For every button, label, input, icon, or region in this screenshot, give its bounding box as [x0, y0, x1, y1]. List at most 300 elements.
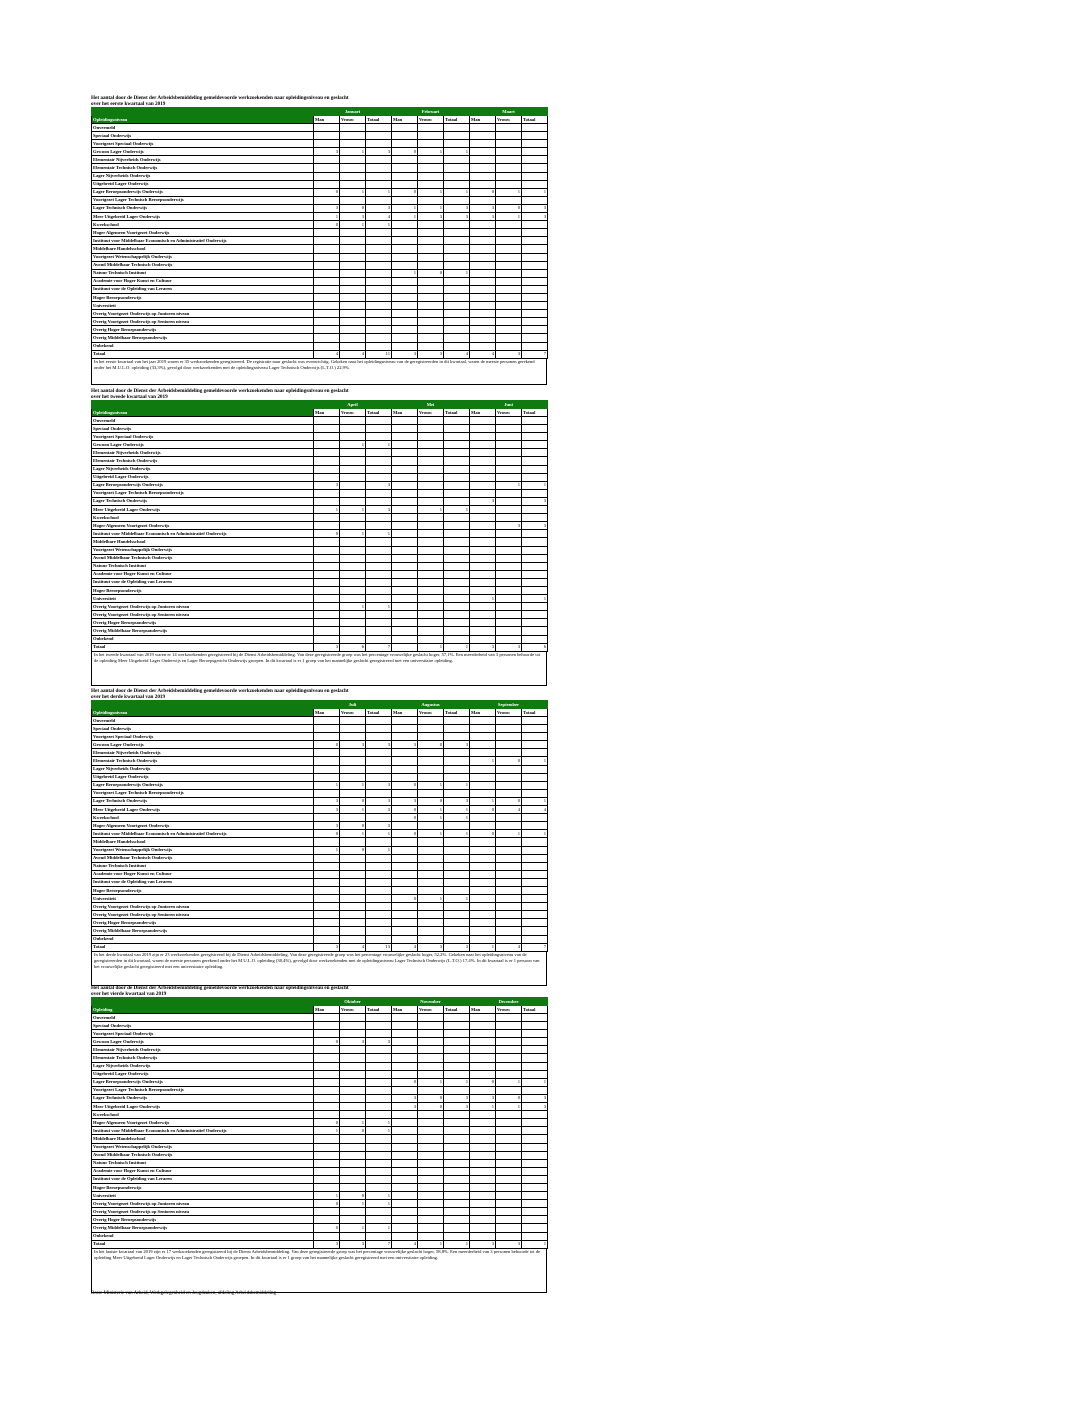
value-cell: [392, 870, 418, 878]
value-cell: 0: [340, 1192, 366, 1200]
value-cell: [340, 554, 366, 562]
value-cell: [418, 1167, 444, 1175]
value-cell: [392, 1143, 418, 1151]
value-cell: [418, 854, 444, 862]
value-cell: [444, 1167, 470, 1175]
value-cell: [522, 603, 548, 611]
value-cell: 0: [418, 269, 444, 277]
value-cell: 0: [470, 830, 496, 838]
gender-column-header: Man: [470, 709, 496, 717]
value-cell: 1: [418, 204, 444, 212]
value-cell: 4: [340, 943, 366, 951]
value-cell: 1: [366, 1192, 392, 1200]
value-cell: [444, 611, 470, 619]
value-cell: [314, 441, 340, 449]
value-cell: [392, 927, 418, 935]
value-cell: [444, 229, 470, 237]
month-header: Oktober: [314, 998, 392, 1006]
value-cell: [470, 789, 496, 797]
value-cell: [366, 465, 392, 473]
table-row: [92, 473, 548, 481]
value-cell: [470, 1022, 496, 1030]
value-cell: [340, 1175, 366, 1183]
value-cell: [314, 302, 340, 310]
value-cell: 1: [444, 781, 470, 789]
value-cell: 3: [522, 213, 548, 221]
value-cell: [314, 911, 340, 919]
value-cell: [470, 164, 496, 172]
row-label: Instituut voor de Opleiding van Leraren: [92, 1175, 314, 1183]
gender-column-header: Totaal: [522, 116, 548, 124]
value-cell: 1: [470, 1103, 496, 1111]
month-header: Januari: [314, 108, 392, 116]
table-row: [92, 1022, 548, 1030]
value-cell: [392, 342, 418, 350]
row-label: Natuur Technisch Instituut: [92, 562, 314, 570]
value-cell: 3: [392, 1094, 418, 1102]
value-cell: [522, 822, 548, 830]
value-cell: [522, 269, 548, 277]
table-row: [92, 293, 548, 301]
value-cell: [522, 425, 548, 433]
value-cell: [444, 1224, 470, 1232]
value-cell: [418, 1070, 444, 1078]
row-label: Hoger Algemeen Voortgezet Onderwijs: [92, 1119, 314, 1127]
value-cell: [340, 1030, 366, 1038]
value-cell: [444, 1135, 470, 1143]
row-label: Avond Middelbaar Technisch Onderwijs: [92, 554, 314, 562]
value-cell: 3: [340, 1038, 366, 1046]
value-cell: 1: [522, 481, 548, 489]
row-label: Overig Voortgezet Onderwijs op Junioren niveau: [92, 603, 314, 611]
value-cell: [444, 1070, 470, 1078]
table-row: [92, 603, 548, 611]
value-cell: [392, 481, 418, 489]
value-cell: [496, 854, 522, 862]
value-cell: [522, 1062, 548, 1070]
table-row: [92, 1127, 548, 1135]
table-row: [92, 578, 548, 586]
table-row: [92, 773, 548, 781]
value-cell: [444, 1159, 470, 1167]
value-cell: [418, 1046, 444, 1054]
value-cell: [496, 124, 522, 132]
table-row: [92, 586, 548, 594]
table-row: [92, 1167, 548, 1175]
value-cell: 3: [418, 350, 444, 358]
value-cell: [522, 132, 548, 140]
value-cell: [418, 578, 444, 586]
value-cell: [314, 1151, 340, 1159]
value-cell: 1: [522, 797, 548, 805]
value-cell: [470, 140, 496, 148]
value-cell: [314, 789, 340, 797]
value-cell: [392, 1022, 418, 1030]
table-row: [92, 1054, 548, 1062]
value-cell: [392, 1038, 418, 1046]
value-cell: [418, 862, 444, 870]
value-cell: [496, 1046, 522, 1054]
value-cell: [314, 773, 340, 781]
table-row: [92, 180, 548, 188]
value-cell: 4: [366, 213, 392, 221]
row-label: Onbekend: [92, 935, 314, 943]
value-cell: [496, 514, 522, 522]
value-cell: [522, 457, 548, 465]
value-cell: 1: [418, 188, 444, 196]
value-cell: [470, 635, 496, 643]
table-row: [92, 927, 548, 935]
value-cell: [314, 554, 340, 562]
table-row: [92, 156, 548, 164]
table-row: [92, 595, 548, 603]
value-cell: [522, 1014, 548, 1022]
value-cell: [444, 822, 470, 830]
value-cell: [314, 1022, 340, 1030]
value-cell: [470, 546, 496, 554]
value-cell: [496, 927, 522, 935]
value-cell: [522, 1143, 548, 1151]
value-cell: [444, 789, 470, 797]
table-row: [92, 318, 548, 326]
value-cell: [496, 765, 522, 773]
value-cell: [392, 627, 418, 635]
value-cell: [522, 903, 548, 911]
value-cell: [470, 148, 496, 156]
value-cell: 1: [340, 806, 366, 814]
row-label: Overig Voortgezet Onderwijs op Senioren niveau: [92, 1208, 314, 1216]
value-cell: 1: [340, 1200, 366, 1208]
value-cell: [366, 886, 392, 894]
value-cell: [366, 554, 392, 562]
value-cell: [314, 733, 340, 741]
value-cell: [496, 562, 522, 570]
row-label: Elementair Technisch Onderwijs: [92, 1054, 314, 1062]
value-cell: [314, 465, 340, 473]
row-label: Speciaal Onderwijs: [92, 1022, 314, 1030]
block-title: Het aantal door de Dienst der Arbeidsbemiddeling gemeldevoorde werkzoekenden naar opleidingsniveau en geslacht: [91, 985, 349, 991]
value-cell: [340, 773, 366, 781]
value-cell: [444, 449, 470, 457]
table-row: [92, 441, 548, 449]
value-cell: 0: [340, 797, 366, 805]
value-cell: [496, 530, 522, 538]
value-cell: [470, 627, 496, 635]
row-label: Voortgezet Speciaal Onderwijs: [92, 733, 314, 741]
value-cell: [470, 514, 496, 522]
value-cell: [418, 1127, 444, 1135]
value-cell: [470, 245, 496, 253]
value-cell: [366, 562, 392, 570]
value-cell: [496, 741, 522, 749]
quarter-table: [91, 700, 548, 952]
value-cell: 1: [340, 148, 366, 156]
table-row: [92, 124, 548, 132]
row-label: Gewoon Lager Onderwijs: [92, 741, 314, 749]
value-cell: 0: [340, 822, 366, 830]
value-cell: [418, 433, 444, 441]
value-cell: [470, 1200, 496, 1208]
value-cell: [340, 124, 366, 132]
value-cell: [470, 1062, 496, 1070]
value-cell: [470, 310, 496, 318]
value-cell: [366, 473, 392, 481]
value-cell: [522, 846, 548, 854]
value-cell: [314, 132, 340, 140]
value-cell: [366, 927, 392, 935]
value-cell: [392, 619, 418, 627]
value-cell: [366, 425, 392, 433]
value-cell: 1: [366, 441, 392, 449]
row-label: Middelbare Handelsschool: [92, 1135, 314, 1143]
value-cell: [444, 554, 470, 562]
value-cell: [392, 846, 418, 854]
value-cell: [444, 433, 470, 441]
value-cell: [522, 277, 548, 285]
value-cell: [470, 1086, 496, 1094]
table-row: [92, 725, 548, 733]
row-label: Overig Hoger Beroepsonderwijs: [92, 326, 314, 334]
value-cell: [522, 1224, 548, 1232]
value-cell: [444, 132, 470, 140]
value-cell: [522, 781, 548, 789]
value-cell: 7: [522, 943, 548, 951]
value-cell: [366, 269, 392, 277]
value-cell: [444, 473, 470, 481]
value-cell: [340, 717, 366, 725]
row-label: Elementair Nijverheids Onderwijs: [92, 156, 314, 164]
table-row: [92, 302, 548, 310]
value-cell: [366, 635, 392, 643]
value-cell: [496, 789, 522, 797]
row-label: Overig Voortgezet Onderwijs op Junioren niveau: [92, 903, 314, 911]
value-cell: [418, 911, 444, 919]
value-cell: [314, 586, 340, 594]
value-cell: [340, 277, 366, 285]
value-cell: [314, 765, 340, 773]
value-cell: [444, 514, 470, 522]
value-cell: [392, 1127, 418, 1135]
value-cell: [392, 773, 418, 781]
value-cell: [418, 846, 444, 854]
value-cell: [418, 619, 444, 627]
value-cell: [418, 253, 444, 261]
value-cell: [470, 1143, 496, 1151]
gender-column-header: Totaal: [522, 1006, 548, 1014]
value-cell: 1: [340, 1119, 366, 1127]
value-cell: [314, 1030, 340, 1038]
value-cell: 1: [340, 530, 366, 538]
row-label: Totaal: [92, 1240, 314, 1248]
column-label-header: Opleidingsniveau: [92, 409, 314, 417]
value-cell: [314, 1175, 340, 1183]
value-cell: [366, 838, 392, 846]
value-cell: [470, 1030, 496, 1038]
value-cell: [522, 627, 548, 635]
value-cell: [522, 749, 548, 757]
column-label-header: Opleidingsniveau: [92, 709, 314, 717]
value-cell: [522, 285, 548, 293]
value-cell: [496, 935, 522, 943]
value-cell: [314, 886, 340, 894]
value-cell: [470, 473, 496, 481]
row-label: Lager Nijverheids Onderwijs: [92, 765, 314, 773]
value-cell: [444, 862, 470, 870]
value-cell: [340, 878, 366, 886]
value-cell: [314, 326, 340, 334]
value-cell: 1: [522, 757, 548, 765]
value-cell: 1: [366, 1119, 392, 1127]
row-label: Hoger Algemeen Voortgezet Onderwijs: [92, 522, 314, 530]
value-cell: [392, 1054, 418, 1062]
value-cell: [366, 522, 392, 530]
table-row: [92, 806, 548, 814]
row-label: Avond Middelbaar Technisch Onderwijs: [92, 854, 314, 862]
table-row: [92, 417, 548, 425]
value-cell: [418, 1111, 444, 1119]
value-cell: [522, 1192, 548, 1200]
value-cell: 0: [392, 830, 418, 838]
value-cell: [392, 1224, 418, 1232]
row-label: Hoger Beroepsonderwijs: [92, 586, 314, 594]
table-row: [92, 285, 548, 293]
value-cell: [340, 570, 366, 578]
row-label: Onvermeld: [92, 717, 314, 725]
value-cell: [522, 578, 548, 586]
value-cell: [470, 132, 496, 140]
value-cell: [366, 302, 392, 310]
table-row: [92, 919, 548, 927]
value-cell: [496, 229, 522, 237]
value-cell: [340, 1143, 366, 1151]
value-cell: [470, 927, 496, 935]
value-cell: [314, 903, 340, 911]
value-cell: [314, 489, 340, 497]
value-cell: [522, 245, 548, 253]
value-cell: 3: [496, 522, 522, 530]
value-cell: [340, 627, 366, 635]
value-cell: [340, 457, 366, 465]
value-cell: [496, 261, 522, 269]
value-cell: [444, 749, 470, 757]
row-label: Voortgezet Wetenschappelijk Onderwijs: [92, 253, 314, 261]
value-cell: 3: [366, 204, 392, 212]
value-cell: 0: [392, 188, 418, 196]
value-cell: [392, 310, 418, 318]
value-cell: [496, 578, 522, 586]
value-cell: [366, 1022, 392, 1030]
value-cell: [522, 862, 548, 870]
value-cell: [314, 919, 340, 927]
value-cell: [340, 1151, 366, 1159]
value-cell: [444, 1175, 470, 1183]
value-cell: 3: [522, 1103, 548, 1111]
row-label: Onbekend: [92, 342, 314, 350]
value-cell: 1: [522, 1078, 548, 1086]
value-cell: 1: [444, 1240, 470, 1248]
value-cell: [392, 862, 418, 870]
value-cell: 1: [418, 806, 444, 814]
table-row: [92, 1208, 548, 1216]
value-cell: 3: [366, 1038, 392, 1046]
row-label: Academie voor Hoger Kunst en Cultuur: [92, 277, 314, 285]
value-cell: [366, 1175, 392, 1183]
value-cell: [340, 1183, 366, 1191]
value-cell: 1: [444, 814, 470, 822]
value-cell: 3: [366, 781, 392, 789]
value-cell: [366, 878, 392, 886]
value-cell: [340, 164, 366, 172]
value-cell: [314, 334, 340, 342]
value-cell: 3: [444, 204, 470, 212]
value-cell: [470, 717, 496, 725]
row-label: Natuur Technisch Instituut: [92, 1159, 314, 1167]
value-cell: [418, 164, 444, 172]
value-cell: [522, 465, 548, 473]
value-cell: 1: [366, 1127, 392, 1135]
value-cell: [496, 253, 522, 261]
value-cell: [392, 318, 418, 326]
table-row: [92, 465, 548, 473]
value-cell: 3: [366, 741, 392, 749]
value-cell: [470, 277, 496, 285]
value-cell: [444, 417, 470, 425]
value-cell: 3: [522, 522, 548, 530]
value-cell: [366, 180, 392, 188]
table-row: [92, 1070, 548, 1078]
value-cell: 4: [496, 806, 522, 814]
value-cell: [522, 1208, 548, 1216]
value-cell: [392, 1192, 418, 1200]
value-cell: [418, 919, 444, 927]
value-cell: [340, 514, 366, 522]
row-label: Voortgezet Wetenschappelijk Onderwijs: [92, 846, 314, 854]
value-cell: [522, 546, 548, 554]
value-cell: [418, 261, 444, 269]
row-label: Overig Hoger Beroepsonderwijs: [92, 1216, 314, 1224]
value-cell: 1: [366, 830, 392, 838]
value-cell: 0: [340, 204, 366, 212]
value-cell: [470, 603, 496, 611]
value-cell: [392, 1135, 418, 1143]
value-cell: [522, 935, 548, 943]
column-label-header: Opleiding: [92, 1006, 314, 1014]
value-cell: [522, 1086, 548, 1094]
value-cell: [496, 619, 522, 627]
value-cell: [444, 919, 470, 927]
value-cell: [496, 1111, 522, 1119]
value-cell: [314, 164, 340, 172]
row-label: Voortgezet Wetenschappelijk Onderwijs: [92, 1143, 314, 1151]
table-row: [92, 1094, 548, 1102]
row-label: Lager Technisch Onderwijs: [92, 204, 314, 212]
value-cell: [496, 822, 522, 830]
value-cell: 1: [522, 188, 548, 196]
value-cell: [314, 814, 340, 822]
value-cell: [470, 1208, 496, 1216]
value-cell: [496, 554, 522, 562]
value-cell: [392, 334, 418, 342]
value-cell: [314, 1014, 340, 1022]
value-cell: [392, 1111, 418, 1119]
value-cell: [340, 473, 366, 481]
table-row: [92, 741, 548, 749]
value-cell: [522, 342, 548, 350]
value-cell: [314, 522, 340, 530]
value-cell: [470, 1038, 496, 1046]
value-cell: [496, 1200, 522, 1208]
value-cell: [418, 789, 444, 797]
